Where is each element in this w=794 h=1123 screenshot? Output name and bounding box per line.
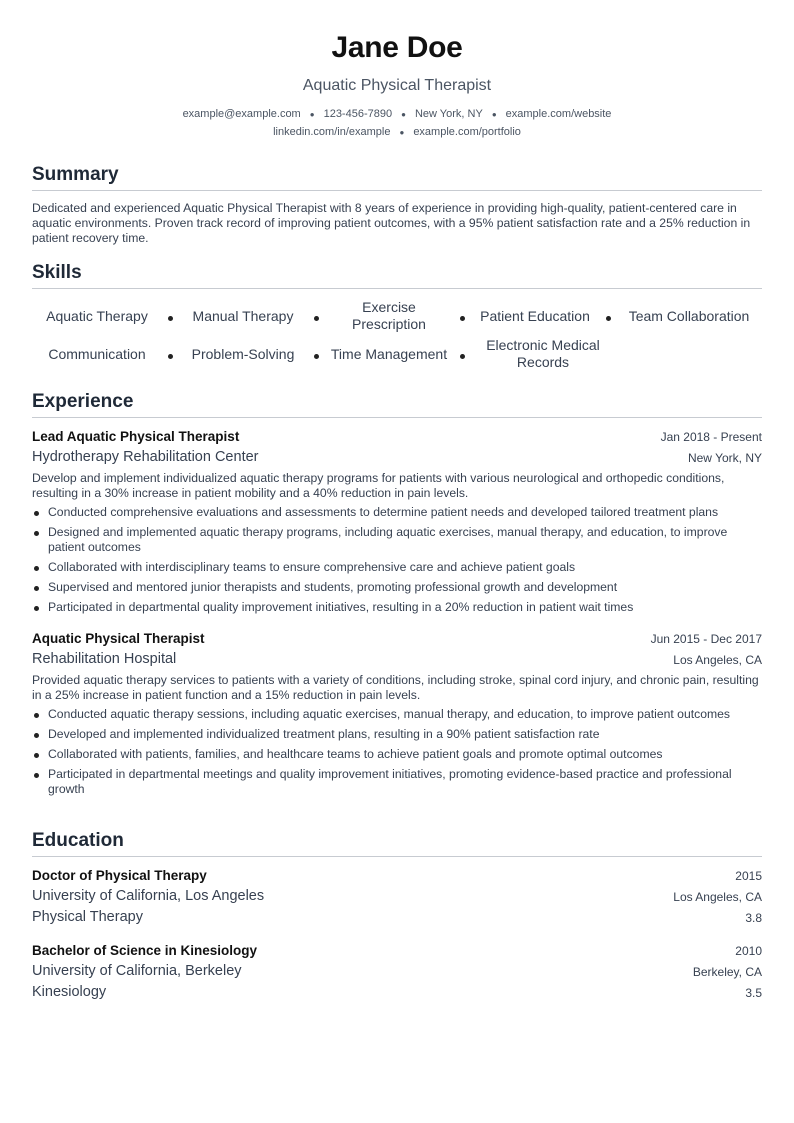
job-company: Hydrotherapy Rehabilitation Center bbox=[32, 449, 259, 465]
job-bullets bbox=[32, 505, 762, 620]
job-location: Los Angeles, CA bbox=[673, 653, 762, 667]
contact-website[interactable]: example.com/website bbox=[505, 108, 612, 120]
bullet-icon bbox=[34, 586, 39, 591]
edu-field: Kinesiology bbox=[32, 984, 107, 1000]
skill-item: Team Collaboration bbox=[628, 308, 750, 324]
contact-phone[interactable]: 123-456-7890 bbox=[323, 108, 393, 120]
edu-school: University of California, Los Angeles bbox=[32, 888, 265, 904]
skill-item: Time Management bbox=[330, 346, 448, 362]
bullet-text: Participated in departmental quality improvement initiatives, resulting in a 20% reduction in patient wait times bbox=[48, 600, 634, 614]
skill-item: Manual Therapy bbox=[192, 308, 294, 324]
skill-separator-icon bbox=[606, 316, 611, 321]
contact-linkedin[interactable]: linkedin.com/in/example bbox=[273, 126, 391, 138]
skill-separator-icon bbox=[460, 354, 465, 359]
list-item bbox=[32, 525, 762, 555]
contact-location: New York, NY bbox=[414, 108, 483, 120]
separator-dot-icon: ● bbox=[491, 109, 497, 119]
separator-dot-icon: ● bbox=[309, 109, 315, 119]
education-heading: Education bbox=[32, 830, 762, 857]
edu-location: Los Angeles, CA bbox=[673, 890, 762, 904]
list-item bbox=[32, 560, 762, 575]
edu-year: 2015 bbox=[735, 869, 762, 883]
summary-heading: Summary bbox=[32, 164, 762, 191]
job-bullets bbox=[32, 707, 762, 802]
list-item bbox=[32, 600, 762, 615]
bullet-icon bbox=[34, 606, 39, 611]
list-item bbox=[32, 727, 762, 742]
edu-year: 2010 bbox=[735, 944, 762, 958]
edu-gpa: 3.8 bbox=[745, 911, 762, 925]
job-company: Rehabilitation Hospital bbox=[32, 651, 177, 667]
separator-dot-icon: ● bbox=[399, 127, 405, 137]
job-dates: Jun 2015 - Dec 2017 bbox=[650, 632, 762, 646]
job-description: Develop and implement individualized aquatic therapy programs for patients with various neurological and orthopedic conditions, resulting in a 30% increase in patient mobility and a 40% reduction in pain levels. bbox=[32, 471, 725, 500]
list-item bbox=[32, 747, 762, 762]
bullet-icon bbox=[34, 753, 39, 758]
skill-separator-icon bbox=[460, 316, 465, 321]
summary-text: Dedicated and experienced Aquatic Physical Therapist with 8 years of experience in providing high-quality, patient-centered care in aquatic environments. Proven track record of improving patient outcomes, with a 95% patient satisfaction rate and a 25% reduction in patient recovery time. bbox=[32, 201, 751, 245]
skill-item: Problem-Solving bbox=[191, 346, 295, 362]
skill-separator-icon bbox=[314, 354, 319, 359]
candidate-title: Aquatic Physical Therapist bbox=[302, 77, 492, 94]
list-item bbox=[32, 767, 762, 797]
skill-item: Patient Education bbox=[480, 308, 590, 324]
bullet-icon bbox=[34, 566, 39, 571]
job-description: Provided aquatic therapy services to patients with a variety of conditions, including stroke, spinal cord injury, and chronic pain, resulting in a 25% increase in patient function and a 15% reduction in pain levels. bbox=[32, 673, 759, 702]
skill-separator-icon bbox=[168, 316, 173, 321]
bullet-text: Designed and implemented aquatic therapy programs, including aquatic exercises, manual therapy, and education, to improve patient outcomes bbox=[48, 525, 728, 554]
bullet-icon bbox=[34, 531, 39, 536]
edu-gpa: 3.5 bbox=[745, 986, 762, 1000]
edu-school: University of California, Berkeley bbox=[32, 963, 242, 979]
skill-item: Exercise Prescription bbox=[352, 299, 426, 332]
experience-heading: Experience bbox=[32, 391, 762, 418]
contact-portfolio[interactable]: example.com/portfolio bbox=[413, 126, 521, 138]
list-item bbox=[32, 707, 762, 722]
contact-email[interactable]: example@example.com bbox=[182, 108, 301, 120]
job-dates: Jan 2018 - Present bbox=[660, 430, 762, 444]
skill-item: Aquatic Therapy bbox=[46, 308, 148, 324]
bullet-icon bbox=[34, 713, 39, 718]
bullet-text: Conducted aquatic therapy sessions, including aquatic exercises, manual therapy, and education, to improve patient outcomes bbox=[48, 707, 730, 721]
job-title: Aquatic Physical Therapist bbox=[32, 631, 205, 646]
list-item bbox=[32, 580, 762, 595]
skill-item: Electronic Medical Records bbox=[486, 337, 600, 370]
bullet-icon bbox=[34, 733, 39, 738]
contact-row-1 bbox=[32, 108, 762, 120]
candidate-name: Jane Doe bbox=[331, 31, 463, 64]
bullet-text: Conducted comprehensive evaluations and assessments to determine patient needs and developed tailored treatment plans bbox=[48, 505, 719, 519]
bullet-text: Developed and implemented individualized treatment plans, resulting in a 90% patient satisfaction rate bbox=[48, 727, 600, 741]
bullet-text: Participated in departmental meetings and quality improvement initiatives, promoting evidence-based practice and professional growth bbox=[48, 767, 732, 796]
edu-degree: Doctor of Physical Therapy bbox=[32, 868, 207, 883]
contact-row-2 bbox=[32, 126, 762, 138]
skill-separator-icon bbox=[168, 354, 173, 359]
bullet-icon bbox=[34, 511, 39, 516]
job-title: Lead Aquatic Physical Therapist bbox=[32, 429, 240, 444]
bullet-text: Supervised and mentored junior therapists and students, promoting professional growth and development bbox=[48, 580, 618, 594]
separator-dot-icon: ● bbox=[401, 109, 406, 119]
edu-location: Berkeley, CA bbox=[692, 965, 762, 979]
job-location: New York, NY bbox=[687, 451, 762, 465]
bullet-text: Collaborated with patients, families, and healthcare teams to achieve patient goals and promote optimal outcomes bbox=[48, 747, 663, 761]
edu-field: Physical Therapy bbox=[32, 909, 143, 925]
skill-separator-icon bbox=[314, 316, 319, 321]
bullet-text: Collaborated with interdisciplinary teams to ensure comprehensive care and achieve patient goals bbox=[48, 560, 576, 574]
skill-item: Communication bbox=[48, 346, 146, 362]
bullet-icon bbox=[34, 773, 39, 778]
skills-heading: Skills bbox=[32, 262, 762, 289]
list-item bbox=[32, 505, 762, 520]
edu-degree: Bachelor of Science in Kinesiology bbox=[32, 943, 258, 958]
